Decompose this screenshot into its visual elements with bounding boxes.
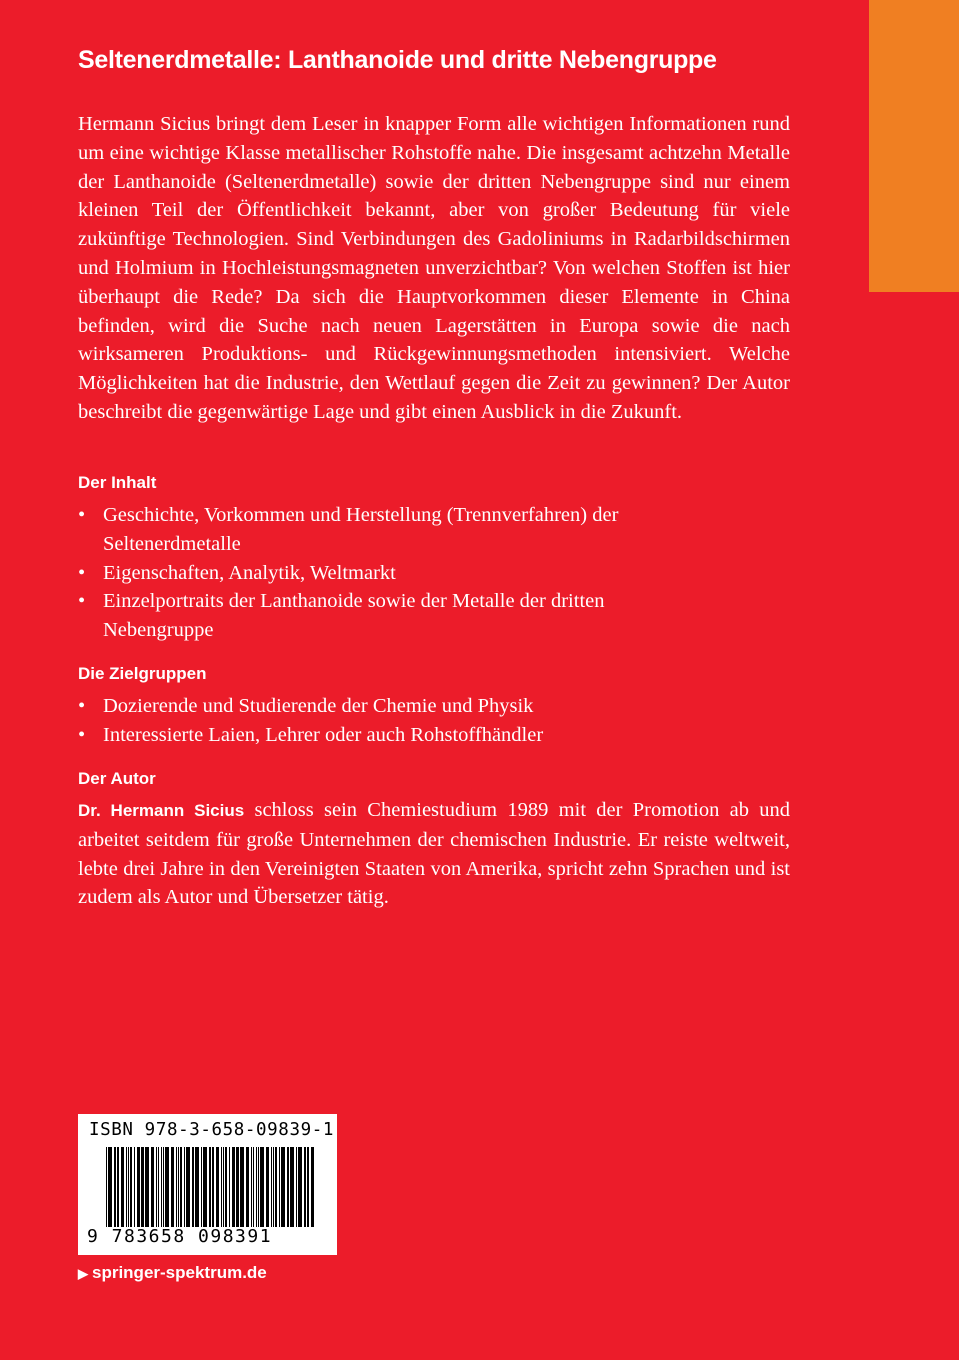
bullet-icon: • xyxy=(78,695,86,717)
zielgruppen-list xyxy=(78,692,790,750)
barcode-digits: 9 783658 098391 xyxy=(87,1226,273,1247)
barcode-bar xyxy=(251,1147,252,1227)
barcode-bar xyxy=(271,1147,272,1227)
barcode-bar xyxy=(176,1147,177,1227)
orange-accent-tab xyxy=(869,0,959,292)
barcode-bar xyxy=(232,1147,235,1227)
section-heading-autor: Der Autor xyxy=(78,769,156,788)
barcode-bar xyxy=(236,1147,239,1227)
section-heading-inhalt: Der Inhalt xyxy=(78,473,157,492)
barcode-bar xyxy=(209,1147,211,1227)
barcode-bar xyxy=(121,1147,124,1227)
barcode-bar xyxy=(311,1147,314,1227)
barcode-bar xyxy=(141,1147,144,1227)
intro-paragraph: Hermann Sicius bringt dem Leser in knapper Form alle wichtigen Informationen rund um eine wichtige Klasse metallischer Rohstoffe nahe. Die insgesamt achtzehn Metalle der Lanthanoide (Seltenerdmetalle) sowie der dritten Nebengruppe sind nur einem kleinen Teil der Öffentlichkeit bekannt, aber von großer Bedeutung für viele zukünftige Technologien. Sind Verbindungen des Gadoliniums in Radarbildschirmen und Holmium in Hochleistungsmagneten unverzichtbar? Von welchen Stoffen ist hier überhaupt die Rede? Da sich die Hauptvorkommen dieser Elemente in China befinden, wird die Suche nach neuen Lagerstätten in Europa sowie die nach wirksameren Produktions- und Rückgewinnungsmethoden intensiviert. Welche Möglichkeiten hat die Industrie, den Wettlauf gegen die Zeit zu gewinnen? Der Autor beschreibt die gegenwärtige Lage und gibt einen Ausblick in die Zukunft. xyxy=(78,113,790,423)
bullet-icon: • xyxy=(78,561,86,584)
list-item: • Dozierende und Studierende der Chemie und Physik xyxy=(78,692,790,721)
author-paragraph xyxy=(78,796,790,912)
inhalt-list xyxy=(78,501,638,645)
barcode-bar xyxy=(108,1147,112,1227)
barcode-bar xyxy=(184,1147,185,1227)
section-heading-zielgruppen: Die Zielgruppen xyxy=(78,664,207,683)
barcode-bar xyxy=(258,1147,259,1227)
barcode-bar xyxy=(151,1147,154,1227)
barcode-bar xyxy=(201,1147,202,1227)
barcode-bar xyxy=(163,1147,164,1227)
author-name: Dr. Hermann Sicius xyxy=(78,801,245,820)
list-item: • Interessierte Laien, Lehrer oder auch Rohstoffhändler xyxy=(78,721,790,750)
isbn-label: ISBN 978-3-658-09839-1 xyxy=(89,1120,334,1140)
barcode-bar xyxy=(195,1147,199,1227)
barcode-bar xyxy=(145,1147,149,1227)
barcode-bar xyxy=(275,1147,277,1227)
isbn-barcode xyxy=(78,1114,337,1255)
barcode-bar xyxy=(126,1147,127,1227)
publisher-url[interactable] xyxy=(78,1263,267,1283)
barcode-bar xyxy=(216,1147,219,1227)
barcode-bar xyxy=(240,1147,244,1227)
barcode-bar xyxy=(266,1147,269,1227)
publisher-url-text: springer-spektrum.de xyxy=(92,1263,267,1282)
barcode-bar xyxy=(128,1147,129,1227)
barcode-bar xyxy=(114,1147,116,1227)
barcode-bar xyxy=(287,1147,289,1227)
barcode-bar xyxy=(307,1147,309,1227)
bullet-icon: • xyxy=(78,590,86,613)
barcode-bar xyxy=(171,1147,174,1227)
barcode-bar xyxy=(161,1147,162,1227)
barcode-bar xyxy=(221,1147,222,1227)
barcode-bar xyxy=(225,1147,227,1227)
barcode-bar xyxy=(117,1147,119,1227)
barcode-bar xyxy=(134,1147,135,1227)
barcode-bar xyxy=(256,1147,257,1227)
barcode-bar xyxy=(253,1147,254,1227)
barcode-bar xyxy=(223,1147,224,1227)
bullet-icon: • xyxy=(78,504,86,526)
barcode-bar xyxy=(260,1147,264,1227)
bullet-icon: • xyxy=(78,723,86,746)
barcode-bar xyxy=(290,1147,294,1227)
list-item: • Geschichte, Vorkommen und Herstellung (Trennverfahren) der Seltenerdmetalle xyxy=(78,501,638,559)
list-item: • Eigenschaften, Analytik, Weltmarkt xyxy=(78,559,638,588)
barcode-bar xyxy=(137,1147,140,1227)
barcode-bar xyxy=(273,1147,274,1227)
barcode-bars xyxy=(106,1147,316,1227)
barcode-bar xyxy=(298,1147,302,1227)
barcode-bar xyxy=(246,1147,249,1227)
barcode-bar xyxy=(192,1147,194,1227)
barcode-bar xyxy=(186,1147,190,1227)
book-title: Seltenerdmetalle: Lanthanoide und dritte Nebengruppe xyxy=(78,46,717,74)
barcode-bar xyxy=(156,1147,157,1227)
barcode-bar xyxy=(212,1147,214,1227)
list-item: • Einzelportraits der Lanthanoide sowie der Metalle der dritten Nebengruppe xyxy=(78,587,638,645)
barcode-bar xyxy=(279,1147,280,1227)
author-bio: schloss sein Chemiestudium 1989 mit der Promotion ab und arbeitet seitdem für große Unternehmen der chemischen Industrie. Er reiste weltweit, lebte drei Jahre in den Vereinigten Staaten von Amerika, spricht zehn Sprachen und ist zudem als Autor und Übersetzer tätig. xyxy=(78,799,790,909)
barcode-bar xyxy=(203,1147,207,1227)
barcode-bar xyxy=(158,1147,159,1227)
barcode-bar xyxy=(304,1147,306,1227)
barcode-bar xyxy=(165,1147,169,1227)
barcode-bar xyxy=(178,1147,179,1227)
barcode-bar xyxy=(296,1147,297,1227)
barcode-bar xyxy=(229,1147,230,1227)
barcode-bar xyxy=(106,1147,107,1227)
barcode-bar xyxy=(130,1147,132,1227)
barcode-bar xyxy=(281,1147,285,1227)
barcode-bar xyxy=(180,1147,182,1227)
arrow-right-icon: ▶ xyxy=(78,1266,88,1281)
